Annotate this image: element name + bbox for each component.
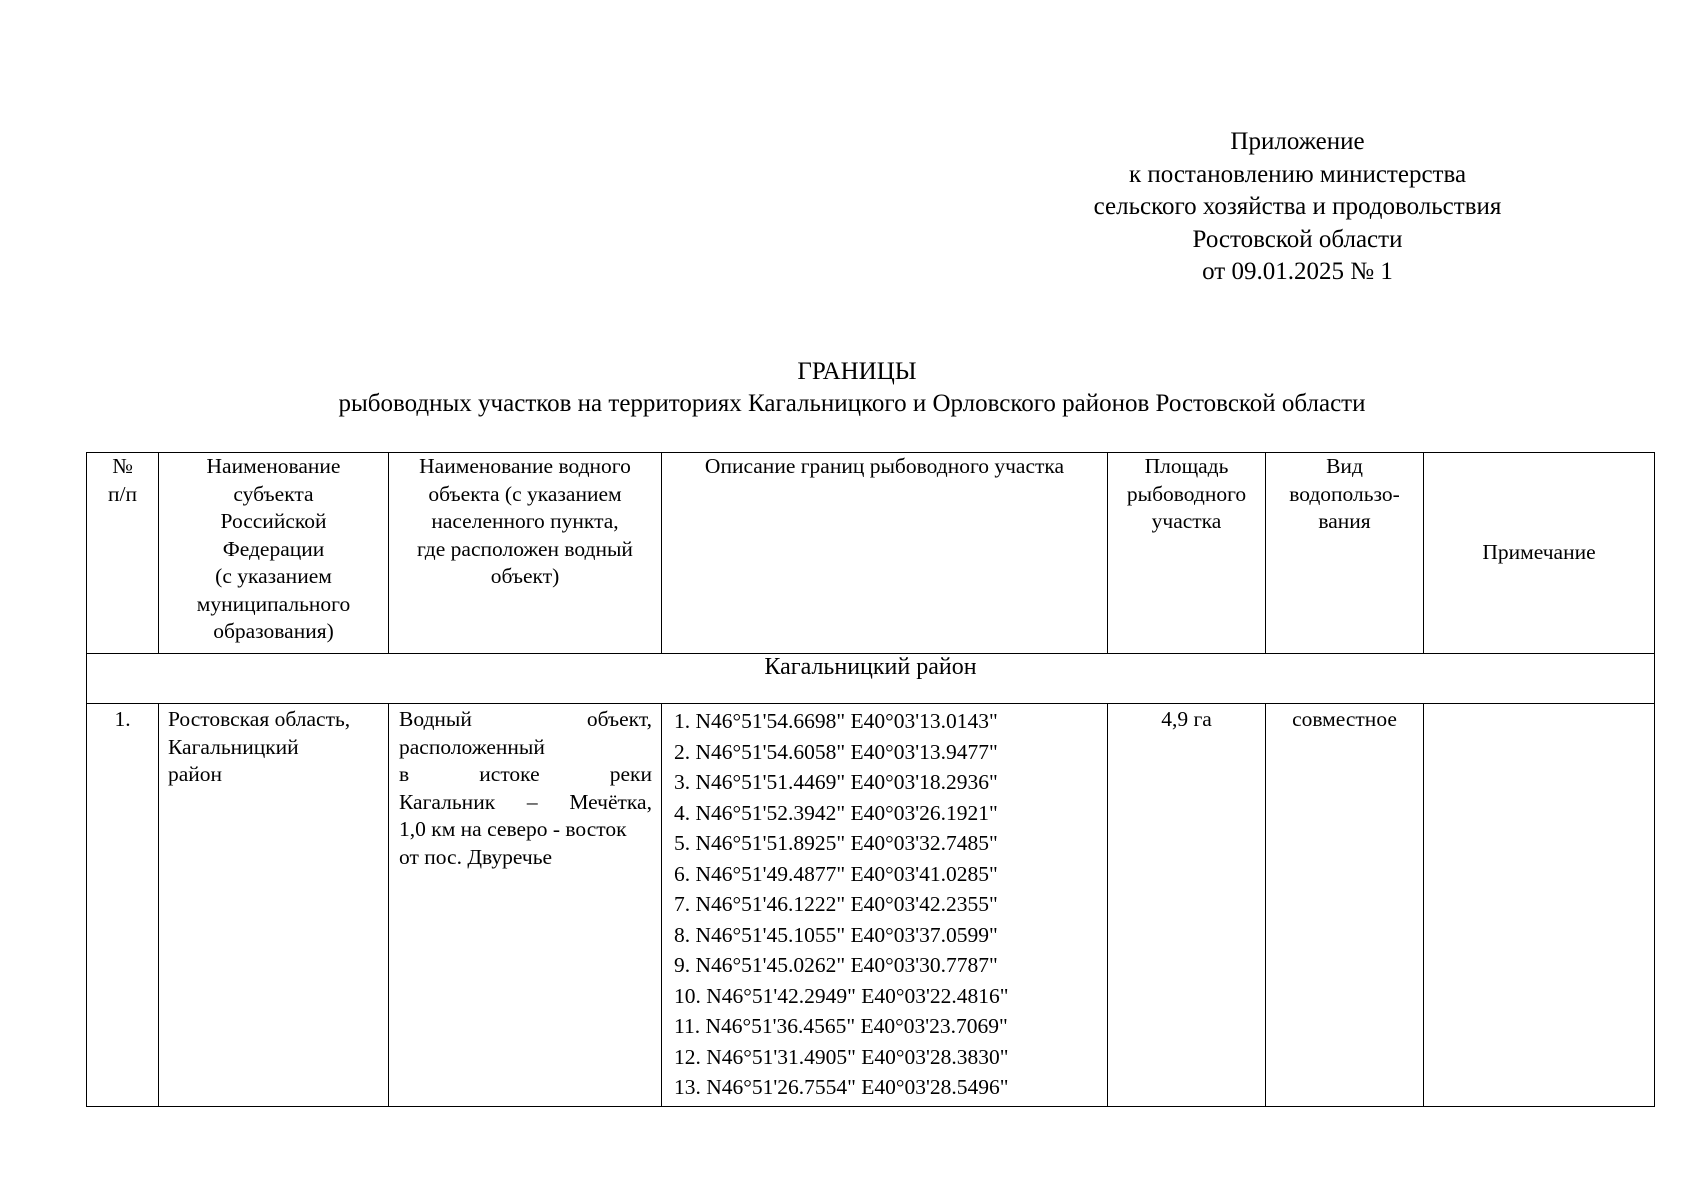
cell-line (399, 761, 652, 789)
appendix-line: Приложение (1230, 128, 1365, 155)
cell-coordinates (662, 704, 1108, 1107)
cell-word: Кагальник (399, 789, 496, 814)
header-text: муниципального (196, 591, 351, 616)
header-text: Российской (220, 509, 327, 533)
coordinate-point: 6. N46°51'49.4877" E40°03'41.0285" (674, 861, 998, 886)
appendix-line: к постановлению министерства (1128, 160, 1467, 188)
cell-word: истоке (479, 762, 540, 786)
header-text: Вид (1326, 454, 1363, 478)
cell-area: 4,9 га (1108, 704, 1266, 1107)
cell-line: от пос. Двуречье (399, 844, 553, 869)
document-title (0, 356, 1698, 420)
coordinate-point: 7. N46°51'46.1222" E40°03'42.2355" (674, 892, 998, 916)
coordinate-point: 12. N46°51'31.4905" E40°03'28.3830" (674, 1044, 1009, 1069)
header-text: вания (1318, 509, 1371, 533)
cell-word: реки (609, 762, 652, 786)
cell-word: объект, (586, 707, 652, 731)
appendix-block (1025, 126, 1570, 289)
appendix-line: сельского хозяйства и продовольствия (1093, 193, 1502, 220)
header-text: Наименование водного (419, 454, 631, 478)
cell-line: 1,0 км на северо - восток (399, 817, 627, 841)
cell-line: расположенный (399, 734, 545, 759)
cell-word: Водный (399, 707, 472, 731)
coordinate-point: 1. N46°51'54.6698" E40°03'13.0143" (674, 709, 998, 733)
header-text: субъекта (233, 481, 314, 506)
header-text: водопользо- (1289, 481, 1400, 506)
table-header-row (87, 453, 1655, 654)
coordinate-point: 8. N46°51'45.1055" E40°03'37.0599" (674, 922, 998, 947)
cell-word: Мечётка, (569, 789, 652, 814)
header-subject (159, 453, 389, 654)
cell-note (1424, 704, 1655, 1107)
header-use-type (1266, 453, 1424, 654)
table-row (87, 704, 1655, 1107)
header-text: населенного пункта, (431, 509, 619, 533)
coordinate-point: 4. N46°51'52.3942" E40°03'26.1921" (674, 800, 998, 825)
header-text: Примечание (1482, 540, 1596, 565)
header-text: Федерации (222, 536, 325, 561)
appendix-line: Ростовской области (1192, 225, 1403, 253)
header-text: объекта (с указанием (428, 481, 622, 506)
header-note (1424, 453, 1655, 654)
header-text: образования) (213, 619, 334, 643)
appendix-line: от 09.01.2025 № 1 (1202, 258, 1393, 285)
cell-word: – (526, 789, 538, 814)
header-text: где расположен водный (417, 536, 633, 561)
title-heading: ГРАНИЦЫ (797, 358, 917, 385)
coordinate-point: 3. N46°51'51.4469" E40°03'18.2936" (674, 770, 998, 794)
header-area (1108, 453, 1266, 654)
header-num (87, 453, 159, 654)
cell-line (399, 789, 652, 817)
coordinate-point: 10. N46°51'42.2949" E40°03'22.4816" (674, 983, 1009, 1008)
header-text: № (112, 454, 133, 478)
header-text: (с указанием (215, 564, 332, 588)
header-text: участка (1151, 509, 1222, 533)
header-text: объект) (490, 564, 560, 588)
cell-text: Кагальницкий (168, 734, 299, 759)
section-title: Кагальницкий район (87, 654, 1655, 704)
header-text: рыбоводного (1126, 481, 1247, 506)
cell-word: в (399, 762, 410, 786)
section-row (87, 654, 1655, 704)
header-text: Площадь (1144, 454, 1229, 478)
header-description (662, 453, 1108, 654)
cell-use-type: совместное (1266, 704, 1424, 1107)
coordinate-point: 11. N46°51'36.4565" E40°03'23.7069" (674, 1014, 1008, 1038)
cell-num: 1. (87, 704, 159, 1107)
cell-text: район (168, 762, 223, 786)
coordinate-point: 13. N46°51'26.7554" E40°03'28.5496" (674, 1075, 1009, 1099)
header-text: п/п (108, 481, 137, 506)
fish-breeding-areas-table (86, 452, 1655, 1107)
header-water-object (389, 453, 662, 654)
header-text: Наименование (206, 454, 341, 478)
coordinate-point: 5. N46°51'51.8925" E40°03'32.7485" (674, 831, 998, 855)
cell-water-object (389, 704, 662, 1107)
header-text: Описание границ рыбоводного участка (704, 454, 1065, 478)
coordinate-point: 9. N46°51'45.0262" E40°03'30.7787" (674, 953, 998, 977)
cell-subject (159, 704, 389, 1107)
title-subheading: рыбоводных участков на территориях Кагальницкого и Орловского районов Ростовской области (338, 390, 1366, 417)
cell-text: Ростовская область, (168, 707, 351, 731)
coordinate-point: 2. N46°51'54.6058" E40°03'13.9477" (674, 739, 998, 764)
cell-line (399, 706, 652, 734)
